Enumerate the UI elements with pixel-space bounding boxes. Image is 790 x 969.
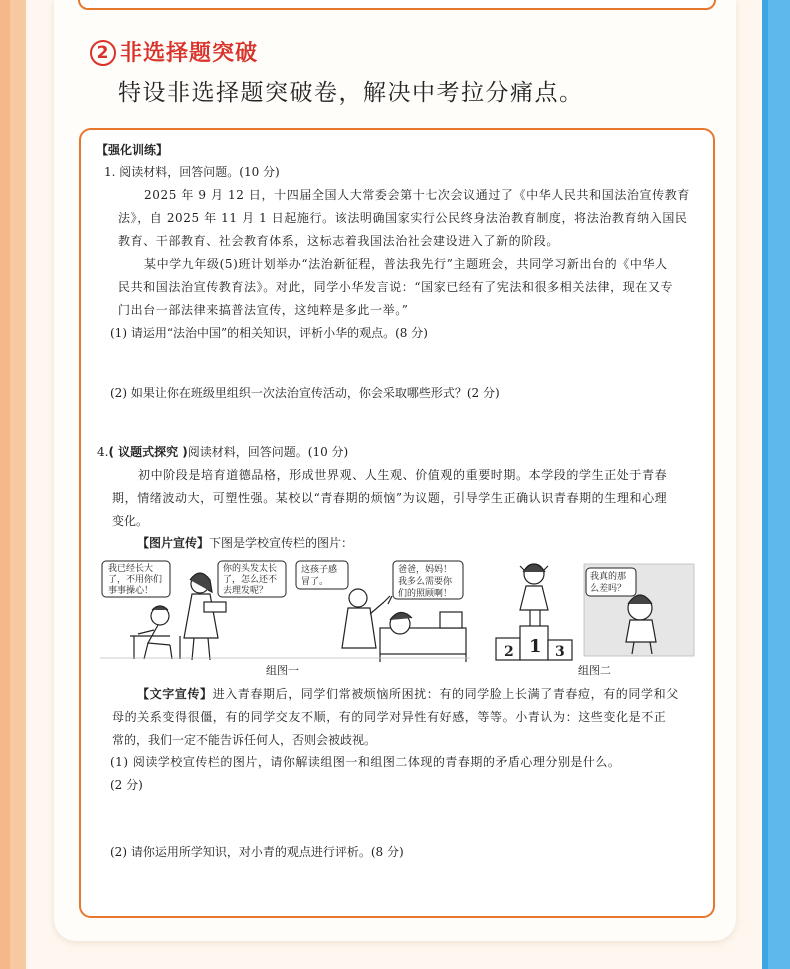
- q4-text-line: 常的，我们一定不能告诉任何人，否则会被歧视。: [112, 733, 377, 747]
- text-section-label: 【文字宣传】: [137, 687, 213, 701]
- q1-material-line: 教育、干部教育、社会教育体系，这标志着我国法治社会建设进入了新的阶段。: [118, 234, 560, 248]
- bubble-text: 事事操心！: [108, 586, 154, 596]
- q4-text-intro: [137, 688, 679, 700]
- q4-tag: ( 议题式探究 ): [108, 445, 188, 459]
- right-decor-stripe: [768, 0, 790, 969]
- q1-material-line: 某中学九年级(5)班计划举办“法治新征程，普法我先行”主题班会，共同学习新出台的《中华人: [144, 257, 668, 271]
- bubble-text: 去理发呢？: [223, 586, 269, 596]
- bubble-text: 这孩子感: [301, 565, 338, 575]
- bubble-text: 你的头发太长: [223, 564, 278, 574]
- q4-material-line: 变化。: [112, 514, 149, 528]
- section-label: 【强化训练】: [96, 143, 169, 157]
- boy-studying-illustration: [130, 606, 180, 659]
- bubble-text: 了，不用你们: [108, 575, 163, 585]
- patient-in-bed-illustration: [380, 612, 466, 662]
- q4-text-line: 母的关系变得很僵，有的同学交友不顺，有的同学对异性有好感，等等。小青认为：这些变化是不正: [112, 710, 667, 724]
- bubble-text: 们的照顾啊！: [398, 589, 453, 599]
- picture-section-label: 【图片宣传】: [137, 536, 210, 550]
- podium-number: 2: [504, 644, 514, 660]
- podium-number: 1: [529, 636, 542, 657]
- q1-subquestion-1: (1) 请运用“法治中国”的相关知识，评析小华的观点。(8 分): [110, 326, 428, 340]
- bubble-text: 我真的那: [590, 572, 627, 582]
- q1-prompt: 1. 阅读材料，回答问题。(10 分): [104, 165, 280, 179]
- bubble-text: 冒了。: [301, 577, 329, 587]
- girl-on-podium-illustration: [520, 564, 548, 626]
- bubble-text: 爸爸，妈妈！: [398, 565, 453, 575]
- q1-material-line: 门出台一部法律来搞普法宣传，这纯粹是多此一举。”: [118, 303, 409, 317]
- q1-material-line: 2025 年 9 月 12 日，十四届全国人大常委会第十七次会议通过了《中华人民共和国法治宣传教育: [144, 188, 690, 202]
- bubble-text: 我已经长大: [108, 564, 154, 574]
- section-subheading: 特设非选择题突破卷，解决中考拉分痛点。: [118, 80, 584, 106]
- q4-text-line: 进入青春期后，同学们常被烦恼所困扰：有的同学脸上长满了青春痘，有的同学和父: [212, 687, 679, 701]
- left-decor-stripe: [0, 0, 26, 969]
- figure-caption-two: 组图二: [578, 664, 611, 677]
- q4-subquestion-1-score: (2 分): [110, 778, 143, 792]
- bubble-text: 我多么需要你: [398, 577, 453, 587]
- q4-prompt: 阅读材料，回答问题。(10 分): [187, 445, 349, 459]
- bubble-text: 了，怎么还不: [223, 575, 278, 585]
- figure-group-two: [490, 558, 700, 662]
- section-number-badge: 2: [90, 40, 116, 66]
- previous-section-box: [78, 0, 716, 10]
- section-heading: [90, 36, 258, 67]
- q4-material-line: 初中阶段是培育道德品格，形成世界观、人生观、价值观的重要时期。本学段的学生正处于青春: [138, 468, 668, 482]
- q4-material-line: 期，情绪波动大，可塑性强。某校以“青春期的烦恼”为议题，引导学生正确认识青春期的生理和心理: [112, 491, 668, 505]
- bubble-text: 么差吗？: [590, 584, 627, 594]
- q1-material-line: 民共和国法治宣传教育法》。对此，同学小华发言说：“国家已经有了宪法和很多相关法律，现在又专: [118, 280, 674, 294]
- podium-number: 3: [555, 644, 565, 660]
- figure-group-one: [100, 558, 470, 662]
- q1-subquestion-2: (2) 如果让你在班级里组织一次法治宣传活动，你会采取哪些形式？(2 分): [110, 386, 500, 400]
- q4-subquestion-2: (2) 请你运用所学知识，对小青的观点进行评析。(8 分): [110, 845, 404, 859]
- q1-material-line: 法》，自 2025 年 11 月 1 日起施行。该法明确国家实行公民终身法治教育制度，将法治教育纳入国民: [118, 211, 688, 225]
- section-title: 非选择题突破: [120, 41, 259, 66]
- q4-picture-intro: [137, 537, 353, 549]
- picture-section-text: 下图是学校宣传栏的图片：: [209, 536, 354, 550]
- q4-number: 4.: [97, 445, 109, 459]
- q4-subquestion-1: (1) 阅读学校宣传栏的图片，请你解读组图一和组图二体现的青春期的矛盾心理分别是什么。: [110, 755, 621, 769]
- figure-caption-one: 组图一: [266, 664, 299, 677]
- q4-prompt-line: [97, 446, 348, 458]
